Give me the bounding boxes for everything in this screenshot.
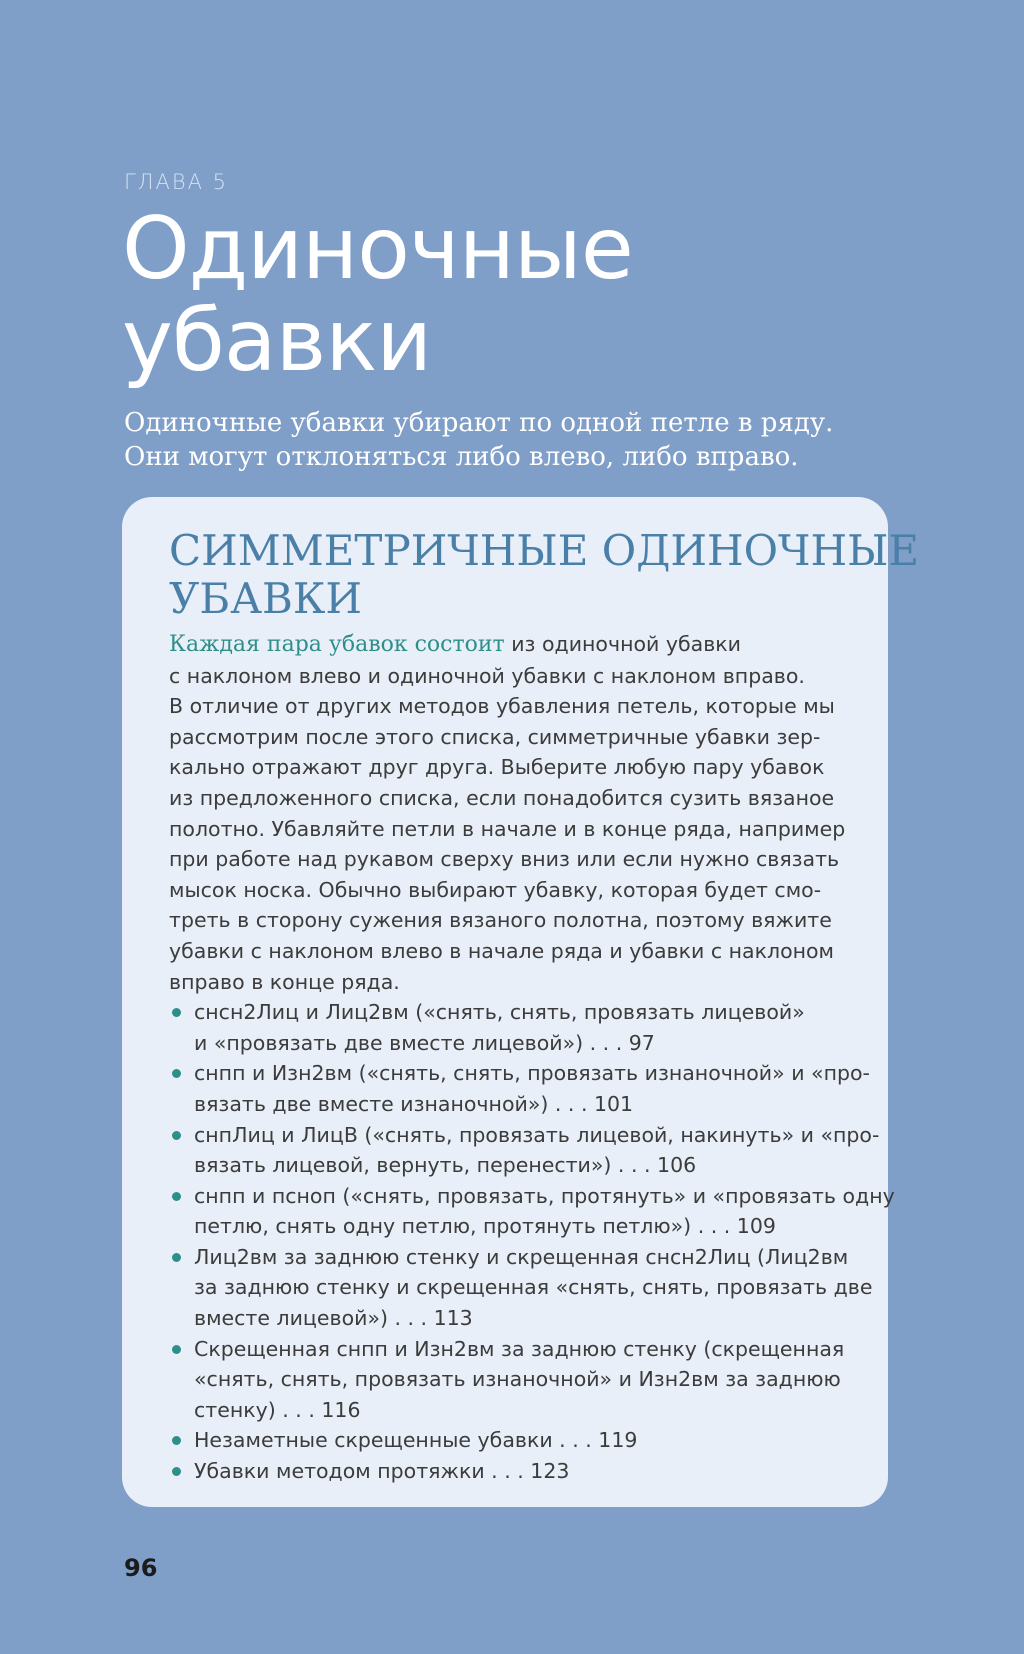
chapter-intro-line: Одиночные убавки убирают по одной петле в ряду. [124,408,834,438]
chapter-intro-line: Они могут отклоняться либо влево, либо вправо. [124,442,799,472]
list-item-line: «снять, снять, провязать изнаночной» и Изн2вм за заднюю [194,1367,841,1392]
paragraph-text: из одиночной убавки [504,632,741,656]
card-paragraph [169,629,869,997]
paragraph-line: вправо в конце ряда. [169,969,400,994]
bullet-icon [172,1436,181,1445]
list-item [169,1456,869,1487]
bullet-icon [172,1192,181,1201]
bullet-icon [172,1345,181,1354]
paragraph-line [169,629,869,661]
list-item-line: снпЛиц и ЛицВ («снять, провязать лицевой, накинуть» и «про- [194,1122,880,1147]
paragraph-line: рассмотрим после этого списка, симметричные убавки зер- [169,724,821,749]
card-title-line: УБАВКИ [169,574,363,623]
card-title-line: СИММЕТРИЧНЫЕ ОДИНОЧНЫЕ [169,526,920,575]
bullet-icon [172,1467,181,1476]
paragraph-line: полотно. Убавляйте петли в начале и в конце ряда, например [169,816,846,841]
bullet-icon [172,1131,181,1140]
list-item-line: вязать две вместе изнаночной») . . . 101 [194,1091,634,1116]
list-item [169,997,869,1058]
list-item-line: петлю, снять одну петлю, протянуть петлю») . . . 109 [194,1214,776,1239]
chapter-label: ГЛАВА 5 [124,170,229,194]
paragraph-line: треть в сторону сужения вязаного полотна, поэтому вяжите [169,908,832,933]
list-item-line: снпп и Изн2вм («снять, снять, провязать изнаночной» и «про- [194,1061,870,1086]
paragraph-line: при работе над рукавом сверху вниз или если нужно связать [169,847,840,872]
list-item-line: Скрещенная снпп и Изн2вм за заднюю стенку (скрещенная [194,1336,845,1361]
paragraph-line: В отличие от других методов убавления петель, которые мы [169,694,835,719]
list-item-line: и «провязать две вместе лицевой») . . . 97 [194,1030,655,1055]
list-item-line: Лиц2вм за заднюю стенку и скрещенная снсн2Лиц (Лиц2вм [194,1244,849,1269]
lead-phrase: Каждая пара убавок состоит [169,632,505,657]
paragraph-line: из предложенного списка, если понадобится сузить вязаное [169,785,835,810]
info-card [122,497,920,1507]
list-item-line: стенку) . . . 116 [194,1397,361,1422]
chapter-title [122,199,633,391]
decrease-list [169,997,895,1487]
chapter-title-line: Одиночные [122,199,633,299]
page-number: 96 [124,1554,158,1582]
list-item [169,1334,869,1426]
list-item-line: Убавки методом протяжки . . . 123 [194,1459,570,1484]
bullet-icon [172,1008,181,1017]
list-item [169,1425,869,1456]
list-item-line: вместе лицевой») . . . 113 [194,1306,473,1331]
chapter-intro [124,406,904,474]
list-item-line: вязать лицевой, вернуть, перенести») . . . 106 [194,1153,697,1178]
paragraph-line: мысок носка. Обычно выбирают убавку, которая будет смо- [169,877,822,902]
paragraph-line: убавки с наклоном влево в начале ряда и убавки с наклоном [169,938,835,963]
card-body [169,629,895,1487]
list-item-line: снсн2Лиц и Лиц2вм («снять, снять, провязать лицевой» [194,1000,805,1025]
list-item-line: за заднюю стенку и скрещенная «снять, снять, провязать две [194,1275,873,1300]
paragraph-line: с наклоном влево и одиночной убавки с наклоном вправо. [169,663,805,688]
list-item-line: Незаметные скрещенные убавки . . . 119 [194,1428,638,1453]
bullet-icon [172,1069,181,1078]
card-title [169,527,919,623]
list-item [169,1120,880,1181]
list-item [169,1242,873,1334]
list-item-line: снпп и псноп («снять, провязать, протянуть» и «провязать одну [194,1183,895,1208]
chapter-title-line: убавки [122,291,432,391]
list-item [169,1181,895,1242]
list-item [169,1058,869,1119]
bullet-icon [172,1253,181,1262]
paragraph-line: кально отражают друг друга. Выберите любую пару убавок [169,755,825,780]
